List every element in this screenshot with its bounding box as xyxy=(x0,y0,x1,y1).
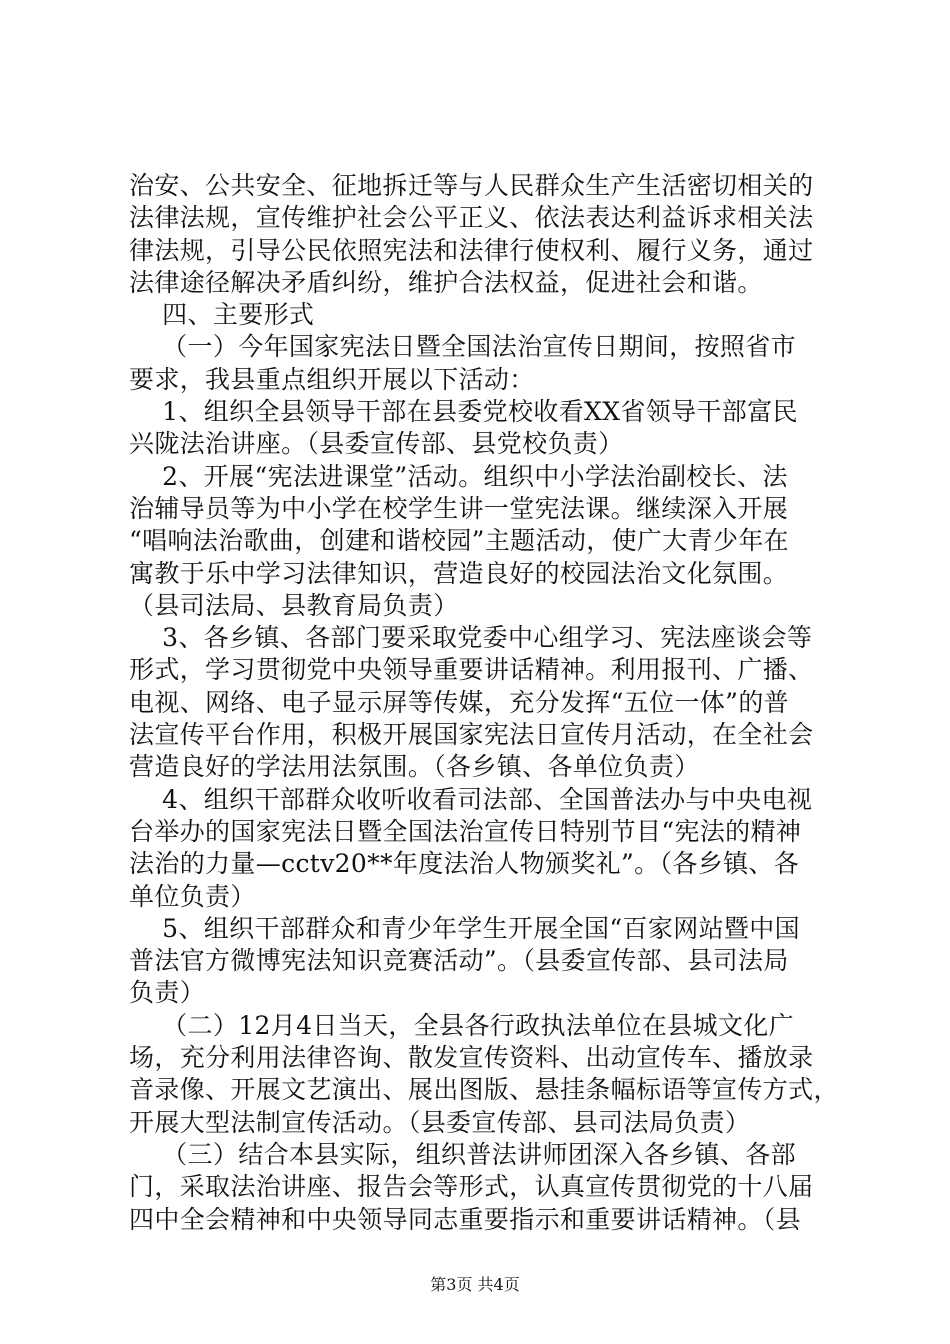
text-line: 开展大型法制宣传活动。（县委宣传部、县司法局负责） xyxy=(129,1107,751,1137)
text-line: 4、组织干部群众收听收看司法部、全国普法办与中央电视 xyxy=(129,784,813,814)
text-line: 要求，我县重点组织开展以下活动： xyxy=(129,364,535,394)
text-line: 音录像、开展文艺演出、展出图版、悬挂条幅标语等宣传方式， xyxy=(129,1075,839,1105)
text-line: 电视、网络、电子显示屏等传媒，充分发挥“五位一体”的普 xyxy=(129,687,790,717)
text-line: 场，充分利用法律咨询、散发宣传资料、出动宣传车、播放录 xyxy=(129,1043,814,1073)
text-line: 治安、公共安全、征地拆迁等与人民群众生产生活密切相关的 xyxy=(129,171,814,200)
text-line: （二）12月4日当天，全县各行政执法单位在县城文化广 xyxy=(129,1010,795,1040)
text-line: 法宣传平台作用，积极开展国家宪法日宣传月活动，在全社会 xyxy=(129,720,814,750)
text-line: 负责） xyxy=(129,978,206,1008)
text-line: （三）结合本县实际，组织普法讲师团深入各乡镇、各部 xyxy=(129,1139,796,1169)
text-line: 四中全会精神和中央领导同志重要指示和重要讲话精神。（县 xyxy=(129,1204,801,1234)
text-line: 3、各乡镇、各部门要采取党委中心组学习、宪法座谈会等 xyxy=(129,623,813,653)
text-line: 法治的力量—cctv20**年度法治人物颁奖礼”。（各乡镇、各 xyxy=(129,849,800,879)
text-line: 单位负责） xyxy=(129,881,256,911)
page-footer: 第3页 共4页 xyxy=(430,1275,520,1294)
text-line: 法律法规，宣传维护社会公平正义、依法表达利益诉求相关法 xyxy=(129,203,814,233)
text-line: 兴陇法治讲座。（县委宣传部、县党校负责） xyxy=(129,429,624,459)
body-text xyxy=(129,170,839,1236)
text-line: 台举办的国家宪法日暨全国法治宣传日特别节目“宪法的精神 xyxy=(129,816,802,846)
text-line: 营造良好的学法用法氛围。（各乡镇、各单位负责） xyxy=(129,752,700,782)
text-line: “唱响法治歌曲，创建和谐校园”主题活动，使广大青少年在 xyxy=(129,526,790,556)
text-line: （县司法局、县教育局负责） xyxy=(129,590,459,620)
text-line: （一）今年国家宪法日暨全国法治宣传日期间，按照省市 xyxy=(129,332,796,362)
text-line: 法律途径解决矛盾纠纷，维护合法权益，促进社会和谐。 xyxy=(129,267,763,297)
text-line: 律法规，引导公民依照宪法和法律行使权利、履行义务，通过 xyxy=(129,235,814,265)
text-line: 普法官方微博宪法知识竞赛活动”。（县委宣传部、县司法局 xyxy=(129,946,789,976)
text-line: 2、开展“宪法进课堂”活动。组织中小学法治副校长、法 xyxy=(129,461,788,491)
text-line: 形式，学习贯彻党中央领导重要讲话精神。利用报刊、广播、 xyxy=(129,655,814,685)
text-line: 寓教于乐中学习法律知识，营造良好的校园法治文化氛围。 xyxy=(129,558,789,588)
text-line: 治辅导员等为中小学在校学生讲一堂宪法课。继续深入开展 xyxy=(129,493,789,523)
text-line: 1、组织全县领导干部在县委党校收看XX省领导干部富民 xyxy=(129,397,798,427)
section-heading: 四、主要形式 xyxy=(129,300,315,330)
text-line: 门，采取法治讲座、报告会等形式，认真宣传贯彻党的十八届 xyxy=(129,1172,814,1202)
text-line: 5、组织干部群众和青少年学生开展全国“百家网站暨中国 xyxy=(129,913,800,943)
